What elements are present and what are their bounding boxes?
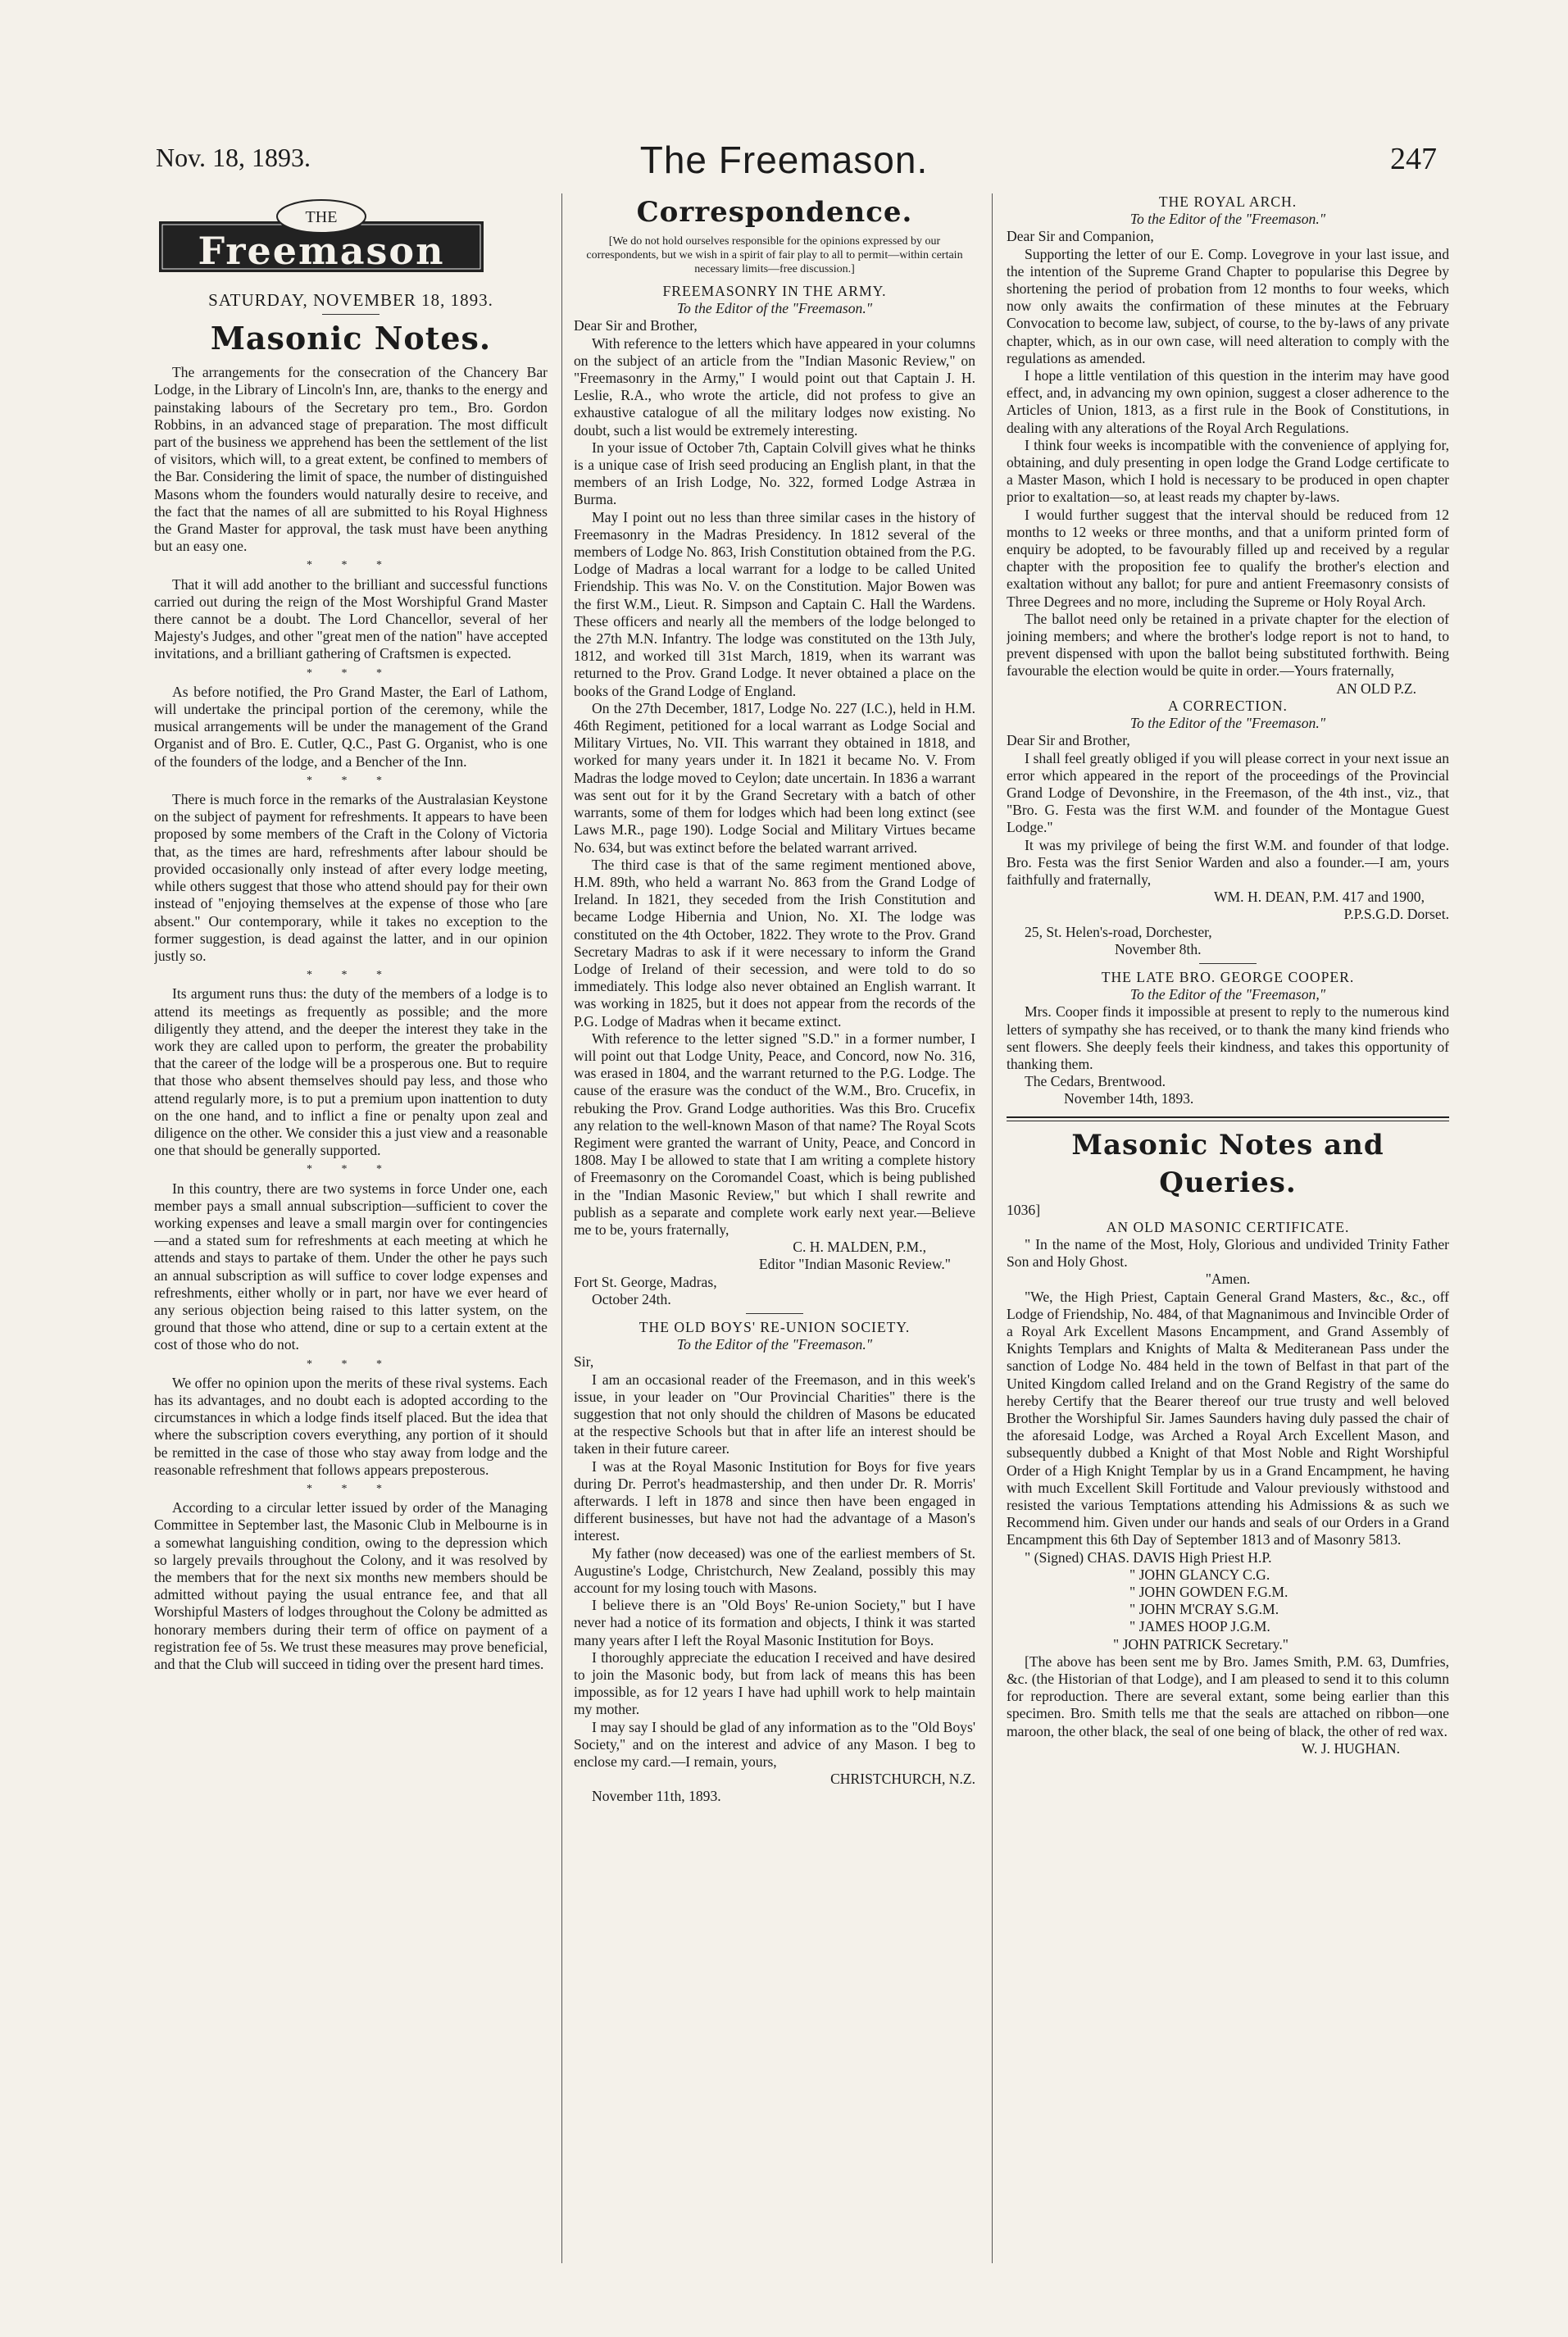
paragraph: With reference to the letter signed "S.D." in a former number, I will point out that Lodge Unity, Peace, and Concord, now No. 316, was erased in 1804, and the warrant returned to the P.G. Lodge. The cause of the erasure was the conduct of the W.M., Bro. Crucefix, in rebuking the Prov. Grand Lodge authorities. Was this Bro. Crucefix any relation to the well-known Mason of that name? The Royal Scots Regiment were granted the warrant of Unity, Peace, and Concord in 1808. May I be allowed to state that I am writing a complete history of Freemasonry on the Coromandel Coast, which is being published in the "Indian Masonic Review," but which I shall rewrite and publish as a separate and complete work early next year.—Believe me to be, yours fraternally, <box>574 1030 975 1238</box>
svg-text:THE: THE <box>305 208 338 226</box>
masthead-title: The Freemason. <box>639 139 929 181</box>
paragraph: Supporting the letter of our E. Comp. Lovegrove in your last issue, and the intention of the Supreme Grand Chapter to popularise this Degree by shortening the period of probation from 12 months to four weeks, which now only awaits the confirmation of these minutes at the February Convocation to become law, subject, of course, to the by-laws of any private chapter, which, as in our own case, will need alteration to comply with the regulations as amended. <box>1007 245 1449 366</box>
svg-text:Freemason: Freemason <box>198 229 445 273</box>
letter-salutation: Dear Sir and Brother, <box>574 317 698 334</box>
paragraph: The arrangements for the consecration of the Chancery Bar Lodge, in the Library of Lincoln's Inn, are, thanks to the energy and painstaking labours of the Secretary pro tem., Bro. Gordon Robbins, in an advanced stage of preparation. The most difficult part of the business we apprehend has been the settlement of the list of visitors, which will, to a great extent, be confined to members of the Bar. Considering the limit of space, the number of distinguished Masons whom the founders would naturally desire to receive, and the fact that the names of all are submitted to his Royal Highness the Grand Master for approval, the task must have been anything but an easy one. <box>154 364 548 555</box>
letter-date: November 11th, 1893. <box>592 1788 721 1805</box>
letter-place: CHRISTCHURCH, N.Z. <box>830 1771 975 1788</box>
signatory-line: " JOHN GOWDEN F.G.M. <box>1129 1584 1288 1601</box>
letter-signature: C. H. MALDEN, P.M., <box>793 1239 926 1256</box>
paragraph: There is much force in the remarks of the Australasian Keystone on the subject of payment for refreshments. It appears to have been proposed by some members of the Craft in the Colony of Victoria that, as the times are hard, refreshments after labour should be provided occasionally only instead of after every lodge meeting, while others suggest that those who attend should pay for their own instead of "enjoying themselves at the expense of those who [are absent." Our contemporary, while it takes no exception to the former suggestion, is dead against the latter, and in our opinion justly so. <box>154 791 548 964</box>
letter-signature: W. J. HUGHAN. <box>1301 1739 1400 1757</box>
section-divider <box>1007 1116 1449 1121</box>
letter-signature: WM. H. DEAN, P.M. 417 and 1900, <box>1213 889 1425 906</box>
paragraph: I may say I should be glad of any information as to the "Old Boys' Society," and on the interest and advice of any Mason. I beg to enclose my card.—I remain, yours, <box>574 1718 975 1771</box>
letter-title: THE OLD BOYS' RE-UNION SOCIETY. <box>639 1318 911 1335</box>
paragraph: That it will add another to the brilliant and successful functions carried out during the reign of the Most Worshipful Grand Master there cannot be a doubt. The Lord Chancellor, several of her Majesty's Judges, and other "great men of the nation" have accepted invitations, and a brilliant gathering of Craftsmen is expected. <box>154 575 548 662</box>
paragraph: I think four weeks is incompatible with the convenience of applying for, obtaining, and duly presenting in open lodge the Grand Lodge certificate to a Master Mason, which I hold is necessary to be produced in open chapter prior to exaltation—so, at least reads my chapter by-laws. <box>1007 436 1449 506</box>
paragraph: As before notified, the Pro Grand Master, the Earl of Lathom, will undertake the principal portion of the ceremony, while the musical arrangements will be under the management of the Grand Organist and of Bro. E. Cutler, Q.C., Past G. Organist, who is one of the founders of the lodge, and a Bencher of the Inn. <box>154 683 548 770</box>
signatory-line: " JOHN GLANCY C.G. <box>1129 1566 1270 1583</box>
paragraph: " In the name of the Most, Holy, Glorious and undivided Trinity Father Son and Holy Ghost. <box>1007 1235 1449 1271</box>
letter-addressee: To the Editor of the "Freemason." <box>1129 715 1326 732</box>
letter-addressee: To the Editor of the "Freemason." <box>1129 211 1326 228</box>
freemason-logo-art <box>157 198 485 277</box>
section-break: * * * <box>307 1483 395 1495</box>
paragraph: May I point out no less than three similar cases in the history of Freemasonry in the Madras Presidency. In 1812 several of the members of Lodge No. 863, Irish Constitution obtained from the P.G. Lodge of Madras a local warrant for a lodge to be called United Friendship. This was No. V. on the Constitution. Major Bowen was the first W.M., Lieut. R. Simpson and Captain C. Hall the Wardens. These officers and nearly all the members of the lodge belonged to the 27th M.N. Infantry. The lodge was constituted on the 13th July, 1812, and worked till 31st March, 1819, when its warrant was returned to the Prov. Grand Lodge. It never obtained a place on the books of the Grand Lodge of England. <box>574 508 975 699</box>
paragraph: It was my privilege of being the first W.M. and founder of that lodge. Bro. Festa was the first Senior Warden and also a founder.—I am, yours faithfully and fraternally, <box>1007 836 1449 888</box>
paragraph: I was at the Royal Masonic Institution for Boys for five years during Dr. Perrot's headmastership, and then under Dr. R. Morris' afterwards. I left in 1878 and since then have been engaged in different businesses, but have not had the advantage of a Mason's interest. <box>574 1457 975 1544</box>
paragraph: [The above has been sent me by Bro. James Smith, P.M. 63, Dumfries, &c. (the Historian of that Lodge), and I am pleased to send it to this column for reproduction. There are several extant, some being earlier than this specimen. Bro. Smith tells me that the seals are attached on ribbon—one maroon, the other black, the seal of one being of black, the other of red wax. <box>1007 1653 1449 1739</box>
page-header <box>123 138 1445 187</box>
letter-signature-role: Editor "Indian Masonic Review." <box>758 1256 951 1273</box>
letter-place: The Cedars, Brentwood. <box>1025 1073 1166 1090</box>
paragraph: In this country, there are two systems in force Under one, each member pays a small annual subscription—sufficient to cover the working expenses and leave a small margin over for contingencies—and a stated sum for refreshments at each meeting at which he attends and stays to partake of them. Under the other he pays such an annual subscription as will suffice to cover lodge expenses and refreshments, either wholly or in part, nor have we ever heard of any serious objection being raised to this latter system, on the ground that those who attend, dine or sup to a certain extent at the cost of those who do not. <box>154 1180 548 1353</box>
paragraph: "We, the High Priest, Captain General Grand Masters, &c., &c., off Lodge of Friendship, No. 484, of that Magnanimous and Invincible Order of a Royal Ark Excellent Masons Encampment, and Grand Assembly of Knights Templars and Knights of Malta & Mediteranean Pass under the sanction of Lodge No. 484 held in the town of Belfast in that part of the United Kingdom called Ireland and on the Grand Registry of the same do hereby Certify that the Bearer thereof our true trusty and well beloved Brother the Worshipful Sir. James Saunders having duly passed the chair of the aforesaid Lodge, was Arched a Royal Arch Excellent Mason, and subsequently dubbed a Knight of that Most Noble and Right Worshipful Order of a High Knight Templar by us in a Grand Encampment, he having with much Excellent Skill Fortitude and Valour previously withstood and resisted the various Temptations attending his Admissions & as such we Recommend him. Given under our hands and seals of our Orders in a Grand Encampment this 6th Day of September 1813 and of Masonry 5813. <box>1007 1288 1449 1548</box>
letter-title: FREEMASONRY IN THE ARMY. <box>662 283 887 299</box>
column-masonic-notes <box>154 193 548 2288</box>
separator <box>322 314 380 315</box>
query-number: 1036] <box>1007 1201 1041 1218</box>
paragraph: On the 27th December, 1817, Lodge No. 227 (I.C.), held in H.M. 46th Regiment, petitioned for a local warrant as Lodge Social and Military Virtues, No. VII. This warrant they obtained in 1818, and worked for many years under it. In 1821 it became No. V. From Madras the lodge moved to Ceylon; date uncertain. In 1836 a warrant was sent out for it by the Grand Secretary with a batch of other warrants, some of them for lodges which had been long extinct (see Laws M.R., page 190). Lodge Social and Military Virtues became No. 634, but was extinct before the belated warrant arrived. <box>574 699 975 856</box>
paragraph: I shall feel greatly obliged if you will please correct in your next issue an error which appeared in the report of the proceedings of the Provincial Grand Lodge of Devonshire, in the Freemason, of the 4th inst., viz., that "Bro. G. Festa was the first W.M. and founder of the Montague Guest Lodge." <box>1007 749 1449 836</box>
letter-title: THE ROYAL ARCH. <box>1158 193 1298 210</box>
section-break: * * * <box>307 666 395 680</box>
paragraph: The third case is that of the same regiment mentioned above, H.M. 89th, who held a warrant No. 863 from the Grand Lodge of Ireland. In 1821, they seceded from the Irish Constitution and became Lodge Hibernia and Union, No. XI. The lodge was constituted on the 4th October, 1822. They wrote to the Prov. Grand Secretary Madras to ask if it were necessary to inform the Grand Lodge of Ireland of their secession, and were told to do so immediately. This lodge also never obtained an English warrant. It was working in 1825, but it does not appear from the records of the P.G. Lodge of Madras when it became extinct. <box>574 856 975 1030</box>
paragraph: I hope a little ventilation of this question in the interim may have good effect, and, in advancing my own opinion, suggest a closer adherence to the Articles of Union, 1813, as a first rule in the Book of Constitutions, in dealing with any alterations of the Royal Arch Regulations. <box>1007 367 1449 436</box>
paragraph: With reference to the letters which have appeared in your columns on the subject of an article from the "Indian Masonic Review," on "Freemasonry in the Army," I would point out that Captain J. H. Leslie, R.A., who wrote the article, did not profess to give an exhaustive catalogue of all the military lodges now existing. No doubt, such a list would be extremely interesting. <box>574 334 975 439</box>
column-royal-arch-and-queries <box>1007 193 1449 2288</box>
letter-salutation: Dear Sir and Companion, <box>1007 228 1154 245</box>
section-break: * * * <box>307 1357 395 1371</box>
section-heading-notes-and-queries: Masonic Notes and Queries. <box>1071 1128 1384 1199</box>
paragraph: Its argument runs thus: the duty of the members of a lodge is to attend its meetings as frequently as possible; and the more diligently they attend, and the deeper the interest they take in the work they are called upon to perform, the greater the probability that the career of the lodge will be a prosperous one. But to require that those who absent themselves should pay less, and those who attend regularly more, is to put a premium upon inattention to duty on the one hand, and to inflict a fine or penalty upon zeal and diligence on the other. We consider this a just view and a reasonable one that should be generally supported. <box>154 985 548 1159</box>
page-number: 247 <box>1390 142 1437 176</box>
letter-salutation: Sir, <box>574 1353 594 1371</box>
letter-title: THE LATE BRO. GEORGE COOPER. <box>1101 968 1355 985</box>
paragraph: The ballot need only be retained in a private chapter for the election of joining members; and where the brother's lodge report is not to hand, to prevent dispensed with upon the ballot being substituted forthwith. Being favourable the election would be quite in order.—Yours fraternally, <box>1007 610 1449 680</box>
issue-date: Nov. 18, 1893. <box>156 143 311 172</box>
letter-addressee: To the Editor of the "Freemason." <box>676 1336 873 1353</box>
separator <box>1199 963 1257 964</box>
paragraph: My father (now deceased) was one of the earliest members of St. Augustine's Lodge, Christchurch, New Zealand, possibly this may account for my losing touch with Masons. <box>574 1544 975 1597</box>
section-break: * * * <box>307 1163 395 1176</box>
letter-date: October 24th. <box>592 1290 671 1307</box>
column-correspondence <box>574 193 975 2288</box>
paragraph: "Amen. <box>1205 1271 1251 1288</box>
letter-place: Fort St. George, Madras, <box>574 1273 717 1290</box>
paragraph: I believe there is an "Old Boys' Re-union Society," but I have never had a notice of its formation and objects, I think it was started many years after I left the Royal Masonic Institution for Boys. <box>574 1597 975 1648</box>
signatory-line: " JOHN PATRICK Secretary." <box>1113 1635 1288 1653</box>
paragraph: We offer no opinion upon the merits of these rival systems. Each has its advantages, and no doubt each is adopted according to the circumstances in which a lodge finds itself placed. But the idea that where the subscription covers everything, any portion of it should be remitted in the case of those who stay away from lodge and the reasonable refreshment that follows appears preposterous. <box>154 1374 548 1478</box>
paragraph: Mrs. Cooper finds it impossible at present to reply to the numerous kind letters of sympathy she has received, or to thank the many kind friends who sent flowers. She deeply feels their kindness, and takes this opportunity of thanking them. <box>1007 1003 1449 1072</box>
paragraph: In your issue of October 7th, Captain Colvill gives what he thinks is a unique case of Irish seed producing an English plant, in that the members of an Irish Lodge, No. 322, formed Lodge Astræa in Burma. <box>574 439 975 508</box>
paragraph: I am an occasional reader of the Freemason, and in this week's issue, in your leader on "Our Provincial Charities" there is the suggestion that not only should the children of Masons be educated at the respective Schools but that in after life an interest should be taken in their future career. <box>574 1371 975 1457</box>
letter-signature: AN OLD P.Z. <box>1336 680 1416 697</box>
letter-title: A CORRECTION. <box>1168 697 1288 714</box>
query-title: AN OLD MASONIC CERTIFICATE. <box>1106 1218 1350 1235</box>
letter-salutation: Dear Sir and Brother, <box>1007 732 1130 749</box>
letter-signature-role: P.P.S.G.D. Dorset. <box>1343 906 1449 923</box>
letter-addressee: To the Editor of the "Freemason." <box>676 300 873 317</box>
section-break: * * * <box>307 969 395 982</box>
issue-date-line: SATURDAY, NOVEMBER 18, 1893. <box>208 290 493 310</box>
letter-addressee: To the Editor of the "Freemason," <box>1129 986 1326 1003</box>
paragraph: According to a circular letter issued by order of the Managing Committee in September last, the Masonic Club in Melbourne is in a somewhat languishing condition, owing to the depression which so largely prevails throughout the Colony, and it was resolved by the members that for the next six months new members should be admitted without paying the usual entrance fee, and that all Worshipful Masters of lodges throughout the Colony be admitted as honorary members during their term of office on payment of a registration fee of 5s. We trust these measures may prove beneficial, and that the Club will succeed in tiding over the present hard times. <box>154 1499 548 1673</box>
column-divider <box>992 193 993 2263</box>
section-heading-correspondence: Correspondence. <box>636 196 913 229</box>
signatory-line: " JOHN M'CRAY S.G.M. <box>1129 1601 1279 1618</box>
letter-address: 25, St. Helen's-road, Dorchester, <box>1025 923 1212 940</box>
letter-date: November 14th, 1893. <box>1064 1090 1194 1107</box>
section-break: * * * <box>307 774 395 787</box>
paragraph: I thoroughly appreciate the education I received and have desired to join the Masonic body, but from lack of means this has been impossible, as for 12 years I have had uphill work to help maintain my mother. <box>574 1648 975 1718</box>
letter-date: November 8th. <box>1115 940 1202 957</box>
column-divider <box>561 193 562 2263</box>
section-break: * * * <box>307 559 395 572</box>
signatory-line: " JAMES HOOP J.G.M. <box>1129 1618 1270 1635</box>
freemason-logo <box>157 198 485 277</box>
paragraph: I would further suggest that the interval should be reduced from 12 months to 12 weeks or three months, and that a uniform printed form of enquiry be adopted, to be favourably filled up and received by a regular chapter with the proposition fee to qualify the brother's election and exaltation without any ballot; for pure and antient Freemasonry consists of Three Degrees and no more, including the Supreme or Holy Royal Arch. <box>1007 506 1449 610</box>
separator <box>746 1313 803 1314</box>
editorial-disclaimer: [We do not hold ourselves responsible for the opinions expressed by our correspondents, but we wish in a spirit of fair play to all to permit—within certain necessary limits—free discussion.] <box>586 235 963 275</box>
section-heading-masonic-notes: Masonic Notes. <box>210 320 492 357</box>
signatory-line: " (Signed) CHAS. DAVIS High Priest H.P. <box>1025 1548 1272 1566</box>
